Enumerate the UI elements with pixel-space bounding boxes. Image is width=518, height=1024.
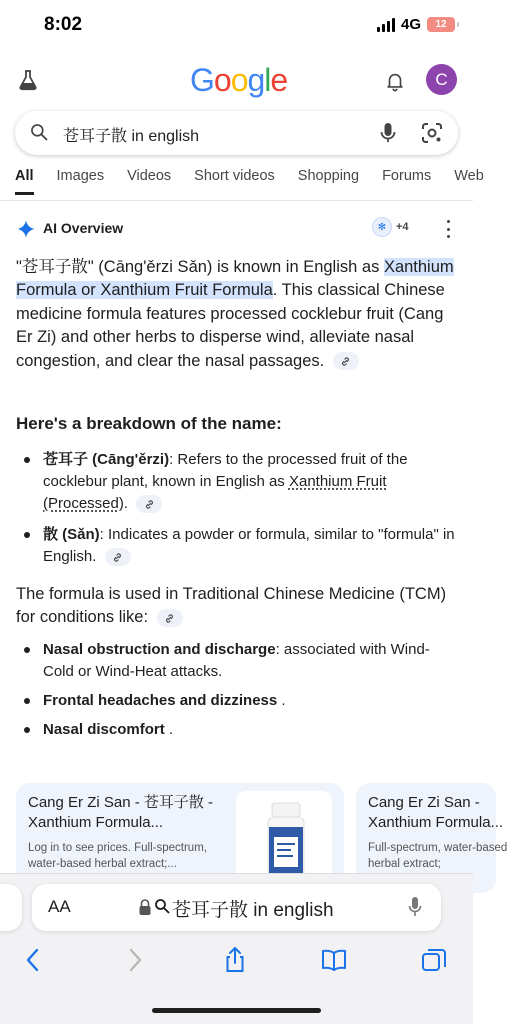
breakdown-link[interactable]: Xanthium Fruit (Processed) [43, 473, 387, 512]
search-icon [154, 898, 170, 914]
labs-flask-icon[interactable] [16, 68, 40, 92]
battery-level: 12 [435, 19, 447, 30]
tab-videos[interactable]: Videos [127, 168, 172, 184]
back-chevron-icon[interactable] [20, 946, 48, 974]
card-title: Cang Er Zi San - Xanthium Formula... [368, 794, 504, 831]
logo-letter: g [247, 62, 265, 98]
logo-letter: o [230, 62, 248, 98]
avatar-letter: C [435, 69, 448, 89]
citation-link-icon[interactable] [157, 609, 183, 627]
previous-tab-peek[interactable] [0, 884, 22, 931]
list-item [16, 719, 460, 741]
battery-icon [427, 17, 455, 32]
lock-icon [138, 898, 152, 916]
google-lens-icon[interactable] [420, 121, 444, 145]
tab-all[interactable]: All [15, 168, 34, 195]
source-favicon-icon: ✻ [372, 217, 392, 237]
citation-link-icon[interactable] [333, 352, 359, 370]
card-description: Log in to see prices. Full-spectrum, water-based herbal extract;... [28, 842, 207, 870]
more-options-icon[interactable] [445, 220, 451, 238]
condition-text: . [277, 692, 286, 709]
breakdown-heading: Here's a breakdown of the name: [16, 414, 282, 433]
notifications-bell-icon[interactable] [384, 70, 406, 92]
search-query[interactable]: 苍耳子散 in english [63, 128, 200, 145]
search-tabs [15, 168, 507, 195]
reader-options-button[interactable]: AA [48, 897, 71, 916]
status-time: 8:02 [44, 14, 83, 35]
logo-letter: o [213, 62, 231, 98]
ai-intro-paragraph [16, 256, 460, 373]
tab-images[interactable]: Images [56, 168, 105, 184]
condition-term: Nasal obstruction and discharge [43, 641, 276, 658]
breakdown-text: : Indicates a powder or formula, similar to "formula" in English. [43, 526, 455, 565]
bookmarks-book-icon[interactable] [320, 946, 348, 974]
card-description: Full-spectrum, water-based herbal extract; [368, 842, 508, 870]
list-item [16, 690, 460, 712]
search-box[interactable] [15, 111, 458, 155]
breakdown-term: 苍耳子 (Cāng'ěrzi) [43, 451, 170, 468]
list-item [16, 639, 460, 683]
network-label: 4G [400, 16, 421, 33]
intro-text-2: . This classical Chinese medicine formula features processed cocklebur fruit (Cang Er Zi) and other herbs to disperse wind, alleviate nasal congestion, and clear the nasal passages. [16, 281, 445, 370]
tab-short-videos[interactable]: Short videos [194, 168, 275, 184]
home-indicator [152, 1008, 321, 1013]
tab-shopping[interactable]: Shopping [297, 168, 360, 184]
list-item [16, 524, 460, 568]
ai-sparkle-icon [16, 219, 36, 239]
tab-web[interactable]: Web [454, 168, 484, 184]
tcm-text: The formula is used in Traditional Chinese Medicine (TCM) for conditions like: [16, 585, 447, 627]
account-avatar[interactable] [426, 64, 457, 95]
citation-link-icon[interactable] [105, 548, 131, 566]
breakdown-text: : Refers to the processed fruit of the cocklebur plant, known in English as [43, 451, 408, 490]
voice-search-mic-icon[interactable] [378, 121, 398, 145]
condition-term: Frontal headaches and dizziness [43, 692, 278, 709]
list-item [16, 449, 460, 515]
address-bar[interactable] [32, 884, 441, 931]
url-text[interactable]: 苍耳子散 in english [172, 900, 334, 921]
dictation-mic-icon[interactable] [408, 896, 422, 918]
google-logo[interactable] [190, 62, 287, 99]
forward-chevron-icon[interactable] [120, 946, 148, 974]
intro-text-1: "苍耳子散" (Cāng'ěrzi Sǎn) is known in English as [16, 258, 380, 276]
breakdown-term: 散 (Sǎn) [43, 526, 100, 543]
logo-letter: G [190, 62, 214, 98]
logo-letter: e [270, 62, 288, 98]
search-icon [29, 122, 49, 142]
tabs-divider [0, 200, 473, 201]
tcm-paragraph [16, 583, 460, 630]
citation-link-icon[interactable] [136, 495, 162, 513]
breakdown-tail: . [123, 495, 129, 512]
condition-text: . [164, 721, 174, 738]
conditions-list [16, 639, 460, 741]
intro-highlight[interactable]: Xanthium Formula or Xanthium Fruit Formula [16, 258, 454, 300]
signal-icon [377, 18, 395, 32]
breakdown-list [16, 449, 460, 568]
ai-overview-title: AI Overview [43, 220, 124, 236]
sources-count: +4 [396, 221, 409, 233]
status-indicators [377, 16, 455, 33]
logo-letter: l [264, 62, 271, 98]
condition-term: Nasal discomfort [43, 721, 165, 738]
share-icon[interactable] [221, 946, 249, 974]
card-title: Cang Er Zi San - 苍耳子散 - Xanthium Formula... [28, 794, 214, 831]
condition-text: : associated with Wind-Cold or Wind-Heat attacks. [43, 641, 430, 680]
ai-sources-button[interactable] [372, 217, 409, 237]
tab-forums[interactable]: Forums [382, 168, 432, 184]
tabs-overview-icon[interactable] [420, 946, 448, 974]
